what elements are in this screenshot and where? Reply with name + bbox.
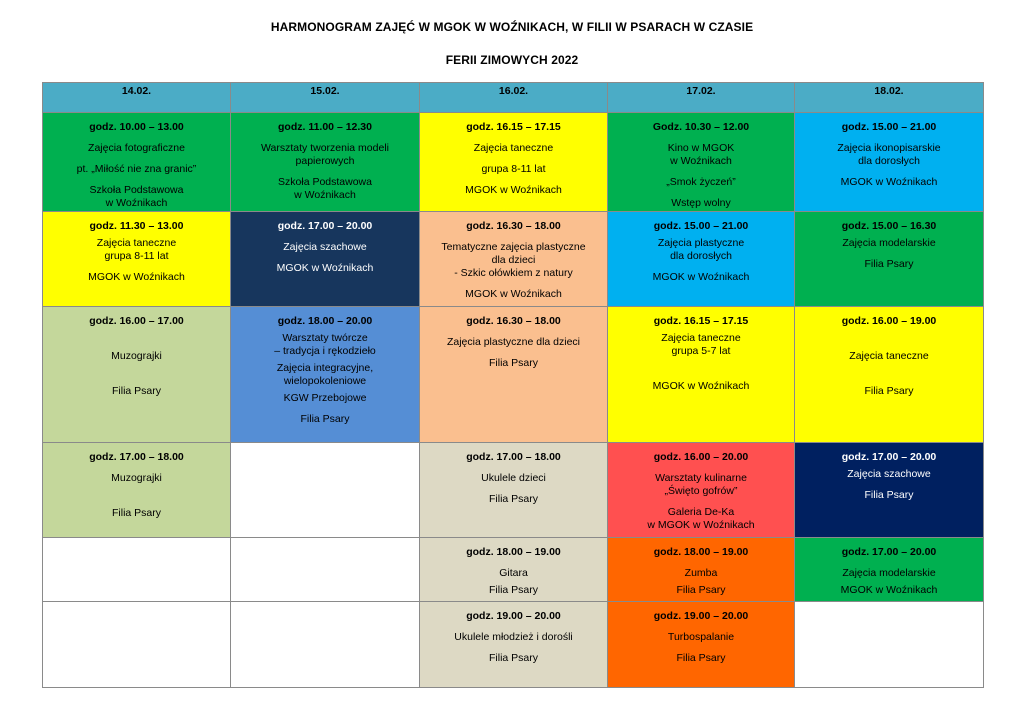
page-title: HARMONOGRAM ZAJĘĆ W MGOK W WOŹNIKACH, W FILII W PSARACH W CZASIE xyxy=(270,20,754,34)
event-line: Filia Psary xyxy=(488,584,538,596)
event-line: Zajęcia plastyczne dla dzieci xyxy=(446,336,581,348)
empty-cell xyxy=(795,602,984,688)
event-cell xyxy=(420,443,608,538)
event-time: godz. 16.15 – 17.15 xyxy=(466,121,561,133)
event-cell xyxy=(608,307,795,443)
event-cell xyxy=(608,212,795,307)
event-line: Wstęp wolny xyxy=(671,197,731,209)
event-line: Zajęcia plastyczne xyxy=(657,237,745,249)
event-line: Filia Psary xyxy=(488,652,538,664)
event-line: Filia Psary xyxy=(111,507,161,519)
event-line: Zajęcia taneczne xyxy=(849,350,929,362)
table-row xyxy=(43,113,984,212)
event-time: godz. 16.30 – 18.00 xyxy=(466,220,561,232)
event-line: dla dzieci xyxy=(491,254,536,266)
event-line: Filia Psary xyxy=(488,357,538,369)
event-cell xyxy=(420,538,608,602)
event-time: godz. 17.00 – 18.00 xyxy=(89,451,184,463)
table-row xyxy=(43,538,984,602)
event-line: Zajęcia modelarskie xyxy=(842,567,936,579)
event-line: dla dorosłych xyxy=(670,250,732,262)
event-line: MGOK w Woźnikach xyxy=(840,176,938,188)
table-row xyxy=(43,212,984,307)
event-line: Ukulele dzieci xyxy=(481,472,546,484)
event-line: MGOK w Woźnikach xyxy=(652,380,750,392)
event-line: Filia Psary xyxy=(676,652,726,664)
event-line: pt. „Miłość nie zna granic” xyxy=(76,163,197,175)
event-time: godz. 17.00 – 20.00 xyxy=(277,220,373,232)
event-cell xyxy=(420,113,608,212)
event-cell xyxy=(231,307,420,443)
event-time: godz. 11.00 – 12.30 xyxy=(278,121,372,133)
event-cell xyxy=(608,538,795,602)
event-time: godz. 15.00 – 21.00 xyxy=(841,121,937,133)
event-line: Filia Psary xyxy=(676,584,726,596)
event-cell xyxy=(608,443,795,538)
event-line: MGOK w Woźnikach xyxy=(652,271,750,283)
event-line: Szkoła Podstawowa xyxy=(89,184,184,196)
event-cell xyxy=(43,443,231,538)
event-cell xyxy=(420,212,608,307)
day-header: 18.02. xyxy=(795,83,984,113)
event-time: godz. 19.00 – 20.00 xyxy=(466,610,561,622)
event-time: godz. 16.15 – 17.15 xyxy=(653,315,749,327)
event-line: dla dorosłych xyxy=(858,155,920,167)
day-header: 14.02. xyxy=(43,83,231,113)
event-time: godz. 17.00 – 18.00 xyxy=(466,451,561,463)
event-line: „Święto gofrów” xyxy=(664,485,738,497)
event-time: godz. 15.00 – 21.00 xyxy=(653,220,749,232)
event-line: MGOK w Woźnikach xyxy=(465,288,562,300)
event-line: Gitara xyxy=(499,567,528,579)
event-line: w Woźnikach xyxy=(670,155,732,167)
event-line: Zajęcia ikonopisarskie xyxy=(837,142,941,154)
empty-cell xyxy=(43,602,231,688)
event-cell xyxy=(608,602,795,688)
event-line: MGOK w Woźnikach xyxy=(465,184,562,196)
event-line: w MGOK w Woźnikach xyxy=(647,519,755,531)
event-line: Filia Psary xyxy=(300,413,350,425)
event-line: Turbospalanie xyxy=(667,631,735,643)
event-line: Zajęcia integracyjne, xyxy=(276,362,374,374)
event-line: Zajęcia taneczne xyxy=(661,332,741,344)
event-cell xyxy=(43,212,231,307)
empty-cell xyxy=(231,443,420,538)
event-time: godz. 16.00 – 20.00 xyxy=(653,451,749,463)
event-line: Muzograjki xyxy=(111,472,162,484)
event-time: godz. 17.00 – 20.00 xyxy=(841,451,937,463)
event-line: grupa 8-11 lat xyxy=(481,163,546,175)
event-line: Warsztaty kulinarne xyxy=(655,472,747,484)
event-line: MGOK w Woźnikach xyxy=(840,584,938,596)
event-line: Warsztaty twórcze xyxy=(282,332,368,344)
event-time: godz. 19.00 – 20.00 xyxy=(653,610,749,622)
day-header: 15.02. xyxy=(231,83,420,113)
event-line: MGOK w Woźnikach xyxy=(88,271,185,283)
empty-cell xyxy=(231,538,420,602)
event-cell xyxy=(231,113,420,212)
event-cell xyxy=(420,602,608,688)
event-line: „Smok życzeń” xyxy=(666,176,736,188)
table-row xyxy=(43,443,984,538)
event-line: – tradycja i rękodzieło xyxy=(274,345,376,357)
event-line: Warsztaty tworzenia modeli xyxy=(261,142,389,154)
event-time: godz. 10.00 – 13.00 xyxy=(89,121,184,133)
event-line: Filia Psary xyxy=(864,489,914,501)
event-time: godz. 18.00 – 19.00 xyxy=(466,546,561,558)
event-line: w Woźnikach xyxy=(294,189,356,201)
event-line: Galeria De-Ka xyxy=(667,506,735,518)
schedule-table xyxy=(42,82,984,688)
event-line: KGW Przebojowe xyxy=(283,392,367,404)
event-line: Ukulele młodzież i dorośli xyxy=(454,631,573,643)
event-cell xyxy=(795,443,984,538)
event-line: - Szkic ołówkiem z natury xyxy=(454,267,573,279)
event-line: Szkoła Podstawowa xyxy=(278,176,372,188)
event-cell xyxy=(795,212,984,307)
event-line: Tematyczne zajęcia plastyczne xyxy=(441,241,586,253)
page-subtitle: FERII ZIMOWYCH 2022 xyxy=(445,53,579,67)
event-cell xyxy=(795,307,984,443)
event-cell xyxy=(420,307,608,443)
event-time: godz. 18.00 – 20.00 xyxy=(277,315,373,327)
header-row xyxy=(43,83,984,113)
event-time: godz. 18.00 – 19.00 xyxy=(653,546,749,558)
event-line: grupa 5-7 lat xyxy=(671,345,731,357)
event-cell xyxy=(43,307,231,443)
event-line: Muzograjki xyxy=(111,350,162,362)
event-cell xyxy=(608,113,795,212)
event-time: godz. 15.00 – 16.30 xyxy=(841,220,937,232)
table-row xyxy=(43,307,984,443)
event-cell xyxy=(43,113,231,212)
event-line: Filia Psary xyxy=(488,493,538,505)
event-line: Zajęcia modelarskie xyxy=(842,237,936,249)
event-time: godz. 16.30 – 18.00 xyxy=(466,315,561,327)
event-time: godz. 16.00 – 19.00 xyxy=(841,315,937,327)
event-time: godz. 17.00 – 20.00 xyxy=(841,546,937,558)
event-line: MGOK w Woźnikach xyxy=(276,262,374,274)
event-line: Zajęcia fotograficzne xyxy=(88,142,185,154)
event-line: papierowych xyxy=(295,155,355,167)
event-line: wielopokoleniowe xyxy=(283,375,367,387)
event-line: Zumba xyxy=(684,567,718,579)
event-line: Zajęcia taneczne xyxy=(96,237,177,249)
event-cell xyxy=(231,212,420,307)
event-line: w Woźnikach xyxy=(105,197,168,209)
event-line: Filia Psary xyxy=(111,385,161,397)
empty-cell xyxy=(43,538,231,602)
event-line: Zajęcia szachowe xyxy=(847,468,931,480)
event-line: Filia Psary xyxy=(864,258,914,270)
table-row xyxy=(43,602,984,688)
event-line: Zajęcia szachowe xyxy=(283,241,367,253)
day-header: 17.02. xyxy=(608,83,795,113)
event-line: Zajęcia taneczne xyxy=(473,142,554,154)
event-line: grupa 8-11 lat xyxy=(104,250,169,262)
event-line: Filia Psary xyxy=(864,385,914,397)
event-cell xyxy=(795,113,984,212)
empty-cell xyxy=(231,602,420,688)
day-header: 16.02. xyxy=(420,83,608,113)
event-time: godz. 11.30 – 13.00 xyxy=(89,220,184,232)
event-line: Kino w MGOK xyxy=(667,142,735,154)
event-time: Godz. 10.30 – 12.00 xyxy=(652,121,750,133)
event-time: godz. 16.00 – 17.00 xyxy=(89,315,184,327)
event-cell xyxy=(795,538,984,602)
